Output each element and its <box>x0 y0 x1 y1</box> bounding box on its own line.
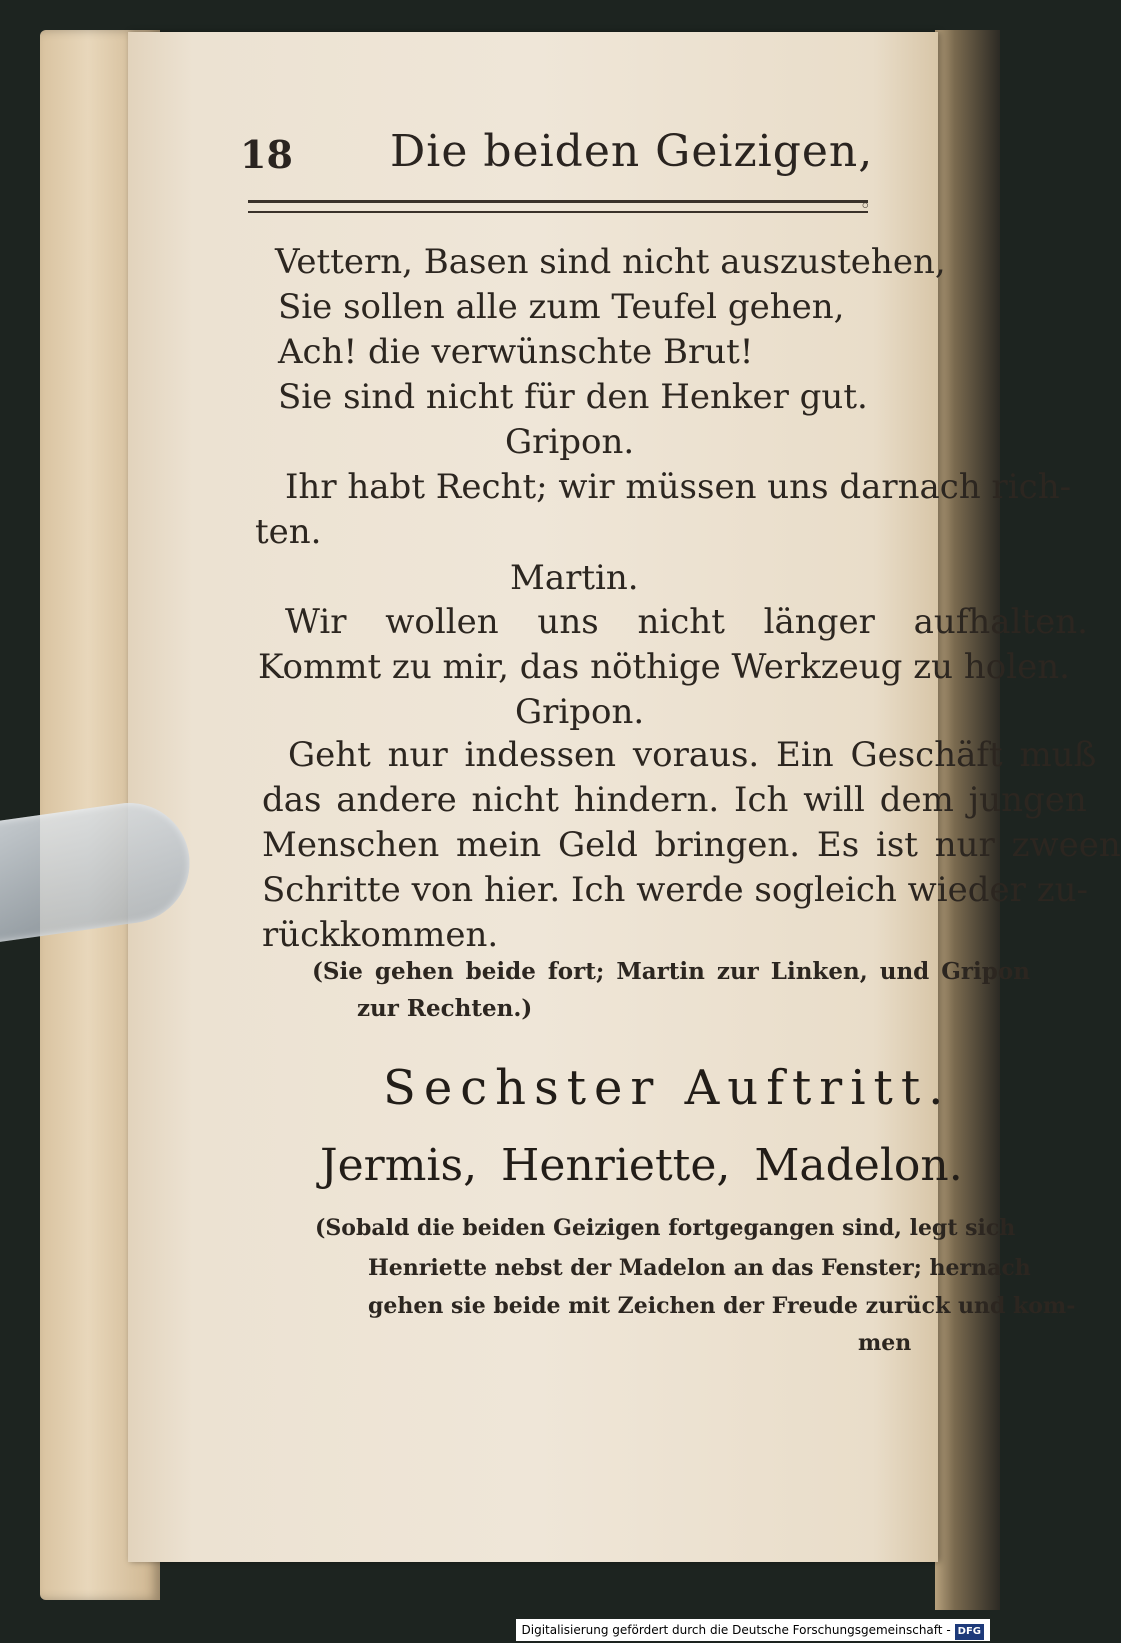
verse-line: Sie sollen alle zum Teufel gehen, <box>278 287 845 327</box>
speaker-name: Gripon. <box>515 692 645 732</box>
page-number: 18 <box>240 132 293 177</box>
speech-line: ten. <box>255 512 322 552</box>
speech-line: Ihr habt Recht; wir müssen uns darnach rich- <box>285 467 1072 507</box>
scene-characters: Jermis, Henriette, Madelon. <box>320 1140 963 1191</box>
credit-text: Digitalisierung gefördert durch die Deutsche Forschungsgemeinschaft - <box>521 1623 951 1637</box>
verse-line: Sie sind nicht für den Henker gut. <box>278 377 868 417</box>
stage-direction: zur Rechten.) <box>357 995 533 1022</box>
speaker-name: Gripon. <box>505 422 635 462</box>
speech-line: Geht nur indessen voraus. Ein Geschäft muß <box>288 735 1097 775</box>
speech-line: Menschen mein Geld bringen. Es ist nur zween <box>262 825 1121 865</box>
stage-direction: gehen sie beide mit Zeichen der Freude zurück und kom- <box>368 1293 1076 1319</box>
speech-line: das andere nicht hindern. Ich will dem jungen <box>262 780 1087 820</box>
stage-direction: (Sie gehen beide fort; Martin zur Linken, und Gripon <box>312 958 1030 985</box>
digitization-credit <box>516 1619 991 1641</box>
page-header <box>240 126 890 186</box>
stage-direction: men <box>858 1330 912 1356</box>
running-head: Die beiden Geizigen, <box>390 126 874 177</box>
stage-direction: Henriette nebst der Madelon an das Fenster; hernach <box>368 1255 1031 1281</box>
speech-line: rückkommen. <box>262 915 499 955</box>
speaker-name: Martin. <box>510 558 639 598</box>
verse-line: Vettern, Basen sind nicht auszustehen, <box>275 242 946 282</box>
verse-line: Ach! die verwünschte Brut! <box>278 332 754 372</box>
speech-line: Kommt zu mir, das nöthige Werkzeug zu holen. <box>258 647 1070 687</box>
dfg-logo: DFG <box>955 1624 984 1640</box>
scene-title: Sechster Auftritt. <box>383 1060 952 1116</box>
speech-line: Schritte von hier. Ich werde sogleich wieder zu- <box>262 870 1089 910</box>
header-rule-ornament: ◦ <box>860 196 871 217</box>
speech-line: Wir wollen uns nicht länger aufhalten. <box>285 602 1088 642</box>
stage-direction: (Sobald die beiden Geizigen fortgegangen sind, legt sich <box>315 1215 1016 1241</box>
header-rule <box>248 200 868 213</box>
